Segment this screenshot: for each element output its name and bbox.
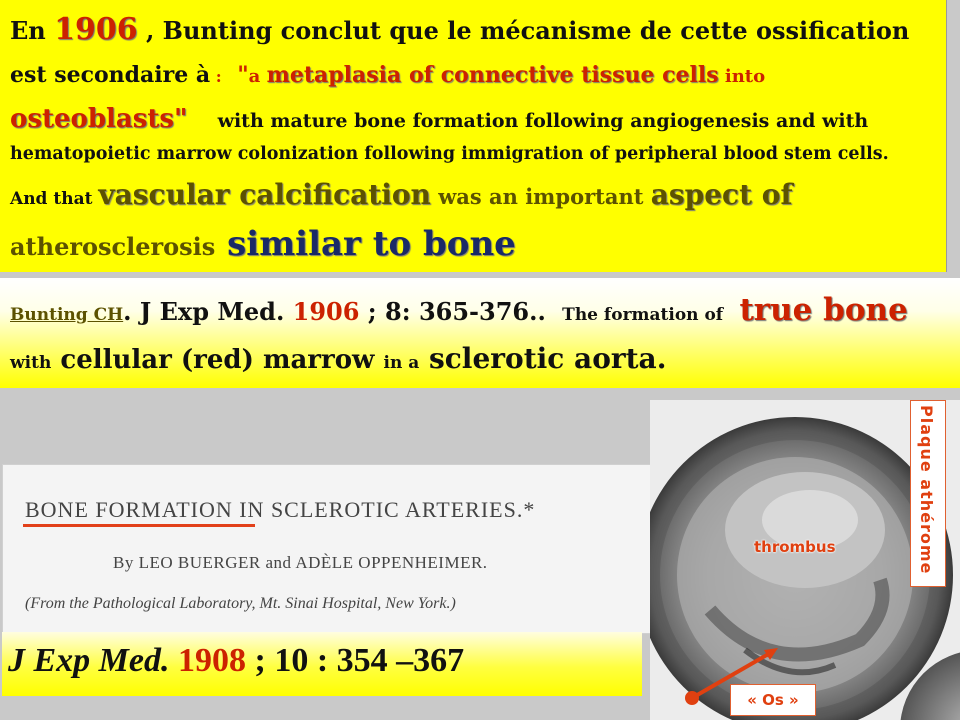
os-label: « Os » [730, 684, 816, 716]
plaque-label-box [910, 400, 946, 587]
text: " [237, 62, 249, 88]
jem-year: 1908 [178, 642, 246, 679]
text: est secondaire à [10, 62, 211, 88]
text: The formation of [562, 305, 724, 325]
intro-line-3 [10, 104, 868, 134]
text: En [10, 16, 55, 45]
citation-year: 1906 [292, 297, 360, 326]
jem-ref: ; 10 : 354 –367 [246, 642, 465, 679]
jem-citation [8, 642, 464, 680]
metaplasia-phrase: metaplasia of connective tissue cells [266, 62, 719, 88]
text: . [123, 297, 140, 326]
text: into [718, 66, 766, 87]
intro-line-5 [10, 178, 793, 211]
intro-line-4 [10, 144, 889, 164]
title-underline [23, 524, 255, 527]
text: aspect of [650, 178, 793, 211]
aorta-micrograph [650, 400, 960, 720]
true-bone-phrase: true bone [739, 292, 908, 328]
text: hematopoietic marrow colonization following immigration of peripheral blood stem cells. [10, 144, 889, 164]
jem-1908-band [2, 632, 642, 696]
text: with [10, 353, 52, 373]
intro-text-block [0, 0, 947, 272]
intro-line-1 [10, 12, 909, 47]
citation-ref: ; 8: 365-376.. [359, 297, 546, 326]
thrombus-label: thrombus [754, 538, 836, 556]
vascular-calcification-phrase: vascular calcification [98, 178, 431, 211]
osteoblasts-phrase: osteoblasts" [10, 104, 188, 134]
text: , Bunting conclut que le mécanisme de cette ossification [137, 16, 910, 45]
jem-journal: J Exp Med. [8, 642, 170, 679]
similar-to-bone-phrase: similar to bone [215, 224, 516, 264]
text: sclerotic aorta. [419, 342, 667, 375]
text: atherosclerosis [10, 232, 216, 261]
text: cellular (red) marrow [51, 345, 384, 375]
article-authors: By LEO BUERGER and ADÈLE OPPENHEIMER. [113, 553, 488, 572]
bunting-citation-band [0, 278, 960, 388]
article-title-clipping [2, 464, 652, 634]
text: with mature bone formation following angiogenesis and with [217, 110, 869, 132]
citation-journal: J Exp Med. [139, 297, 285, 326]
text: a [248, 66, 267, 87]
citation-author: Bunting CH [10, 305, 124, 325]
year-1906: 1906 [54, 12, 138, 47]
article-title: BONE FORMATION IN SCLEROTIC ARTERIES.* [25, 497, 536, 522]
plaque-atherome-label: Plaque athérome [917, 405, 936, 575]
citation-line-1 [10, 292, 908, 328]
citation-line-2 [10, 342, 666, 375]
text: in a [383, 353, 420, 373]
text: And that [10, 189, 99, 209]
intro-line-6 [10, 224, 516, 264]
article-affiliation: (From the Pathological Laboratory, Mt. Sinai Hospital, New York.) [25, 595, 456, 612]
text: : [210, 67, 228, 86]
intro-line-2 [10, 62, 765, 88]
text: was an important [430, 184, 651, 209]
